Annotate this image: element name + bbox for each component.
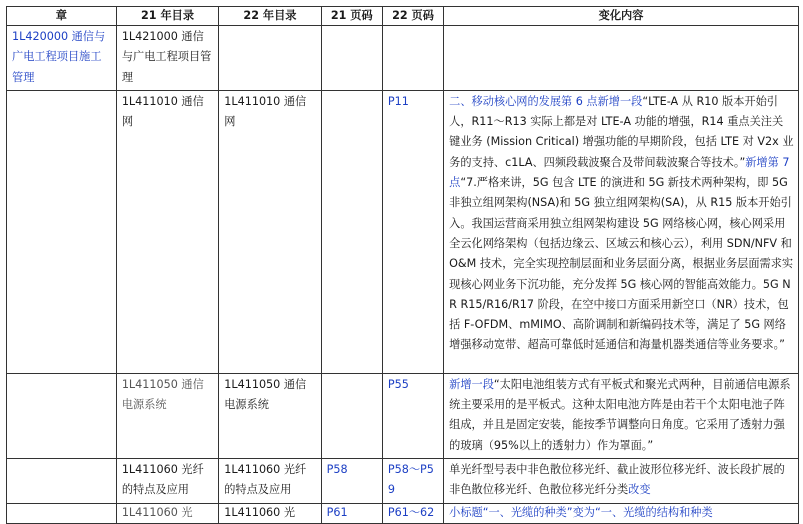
toc22-cell: 1L411010 通信网: [219, 90, 321, 373]
page21-cell: P58: [321, 459, 382, 504]
page21-cell: [321, 26, 382, 91]
header-row: [7, 7, 799, 26]
change-highlight: 改变: [628, 483, 651, 497]
header-change: 变化内容: [444, 7, 799, 26]
header-chapter: 章: [7, 7, 117, 26]
toc21-cell: 1L411060 光: [116, 503, 218, 523]
header-toc-22: 22 年目录: [219, 7, 321, 26]
chapter-cell: [7, 90, 117, 373]
header-page-22: 22 页码: [382, 7, 443, 26]
change-highlight: 二、移动核心网的发展第 6 点新增一段: [449, 94, 643, 108]
page21-cell: P61: [321, 503, 382, 523]
toc21-cell: 1L411050 通信电源系统: [116, 373, 218, 458]
change-highlight: 新增一段: [449, 377, 494, 391]
table-row: [7, 503, 799, 523]
change-cell: [444, 26, 799, 91]
page22-cell: P55: [382, 373, 443, 458]
change-text: “LTE-A 从 R10 版本开始引人，R11～R13 实际上都是对 LTE-A 功能的增强，R14 重点关注关键业务 (Mission Critical) 增强功能的早期阶段，包括 LTE 对 V2x 业务的支持、c1LA、四频段载波聚合及带间载波聚合等技术。”: [449, 94, 794, 169]
page21-cell: [321, 90, 382, 373]
change-highlight-2: 新增第 7 点: [449, 155, 790, 190]
header-toc-21: 21 年目录: [116, 7, 218, 26]
chapter-cell: [7, 459, 117, 504]
change-text: “太阳电池组装方式有平板式和聚光式两种，目前通信电源系统主要采用的是平板式。这种太阳电池方阵是由若干个太阳电池子阵组成，并且是固定安装，能按季节调整向日角度。它采用了透射力强的玻璃（95%以上的透射力）作为罩面。”: [449, 377, 791, 452]
toc21-cell: 1L421000 通信与广电工程项目管理: [116, 26, 218, 91]
change-highlight: 小标题“一、光缆的种类”变为“一、光缆的结构和种类: [449, 505, 713, 519]
toc22-cell: 1L411060 光纤的特点及应用: [219, 459, 321, 504]
page21-cell: [321, 373, 382, 458]
change-cell: [444, 459, 799, 504]
change-text-2: “7.严格来讲，5G 包含 LTE 的演进和 5G 新技术两种架构，即 5G 非独立组网架构(NSA)和 5G 独立组网架构(SA)，从 R15 版本开始引入。我国运营商采用独立组网架构建设 5G 网络核心网，核心网采用全云化网络架构（包括边缘云、区域云和核心云），利用 SDN/NFV 和 O&M 技术，完全实现控制层面和业务层面分离，根据业务层面需求实现核心网业务下沉功能，充分发挥 5G 核心网的智能高效能力。5G NR R15/R16/R17 阶段，在空中接口方面采用新空口（NR）技术，包括 F-OFDM、mMIMO、高阶调制和新编码技术等，满足了 5G 网络增强移动宽带、超高可靠低时延通信和海量机器类通信等业务要求。”: [449, 176, 794, 352]
header-page-21: 21 页码: [321, 7, 382, 26]
change-cell: [444, 503, 799, 523]
page22-cell: P58～P59: [382, 459, 443, 504]
chapter-cell: [7, 373, 117, 458]
table-row: [7, 373, 799, 458]
toc22-cell: 1L411050 通信电源系统: [219, 373, 321, 458]
page22-cell: P11: [382, 90, 443, 373]
change-cell: [444, 90, 799, 373]
change-text: 单光纤型号表中非色散位移光纤、截止波形位移光纤、波长段扩展的非色散位移光纤、色散位移光纤分类: [449, 463, 785, 497]
page22-cell: [382, 26, 443, 91]
chapter-cell: 1L420000 通信与广电工程项目施工管理: [7, 26, 117, 91]
toc21-cell: 1L411060 光纤的特点及应用: [116, 459, 218, 504]
table-row: [7, 26, 799, 91]
table-row: [7, 90, 799, 373]
toc22-cell: [219, 26, 321, 91]
chapter-cell: [7, 503, 117, 523]
page22-cell: P61～62: [382, 503, 443, 523]
change-table: [6, 6, 799, 524]
toc21-cell: 1L411010 通信网: [116, 90, 218, 373]
table-row: [7, 459, 799, 504]
change-cell: [444, 373, 799, 458]
toc22-cell: 1L411060 光: [219, 503, 321, 523]
